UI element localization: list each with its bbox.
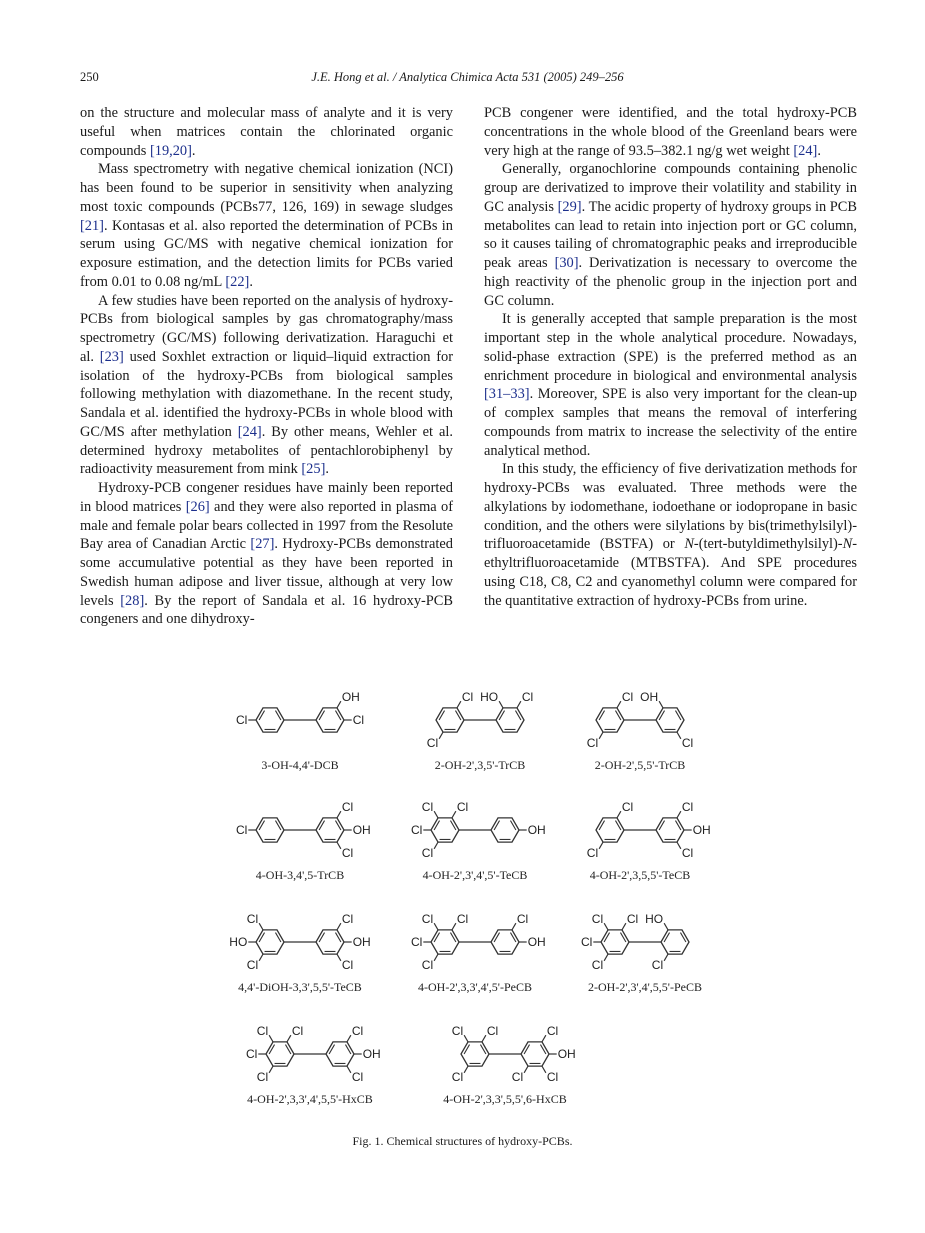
paragraph xyxy=(80,479,453,629)
text-run: . xyxy=(191,142,196,159)
text-run: . xyxy=(249,273,253,290)
paragraph xyxy=(80,292,453,480)
structure-label: 4-OH-2',3',4',5'-TeCB xyxy=(422,868,528,882)
text-run: It is generally accepted that sample preparation is the most important step in the whole analytical procedure. Nowadays, solid-phase extraction (SPE) is the preferred method as an enrichment procedure in biological and environmental analysis xyxy=(484,311,857,384)
svg-text:Cl: Cl xyxy=(256,1070,269,1085)
structure-label: 4,4'-DiOH-3,3',5,5'-TeCB xyxy=(238,980,362,994)
chemical-structure xyxy=(390,790,560,882)
svg-text:Cl: Cl xyxy=(341,799,354,814)
svg-text:Cl: Cl xyxy=(451,1023,464,1038)
text-run: . xyxy=(325,461,329,478)
svg-text:OH: OH xyxy=(557,1047,576,1061)
svg-text:Cl: Cl xyxy=(256,1023,269,1038)
svg-text:Cl: Cl xyxy=(341,958,354,973)
paragraph xyxy=(80,104,453,160)
paragraph xyxy=(484,160,857,310)
page-number: 250 xyxy=(80,70,99,84)
text-run: . The acidic property of hydroxy groups in PCB metabolites can lead to retain into injection port or GC column, so it causes tailing of chromatographic peaks and irreproducible peak areas xyxy=(484,198,857,271)
text-run: on the structure and molecular mass of analyte and it is very useful when matrices contain the chlorinated organic compounds xyxy=(80,105,453,159)
text-run: . Moreover, SPE is also very important for the clean-up of complex samples that means the removal of interfering compounds from matrix to increase the selectivity of the entire analytical method. xyxy=(484,386,857,459)
chemical-structure xyxy=(565,680,715,772)
figure-1-chemical-structures xyxy=(215,672,725,1122)
svg-text:Cl: Cl xyxy=(626,911,639,926)
svg-text:Cl: Cl xyxy=(421,911,434,926)
svg-text:OH: OH xyxy=(362,1047,381,1061)
text-run: In this study, the efficiency of five derivatization methods for hydroxy-PCBs was evaluated. Three methods were the alkylations by iodomethane, iodoethane or iodopropane in basic condition, and the others were silylations by bis(trimethylsilyl)-trifluoroacetamide (BSTFA) or xyxy=(484,461,857,553)
structure-label: 4-OH-2',3,5,5'-TeCB xyxy=(589,868,691,882)
text-run: N xyxy=(684,536,694,553)
text-run: and they were also reported in plasma of male and female polar bears collected in 1997 from the Resolute Bay area of Canadian Arctic xyxy=(80,498,453,553)
structure-label: 2-OH-2',3,5'-TrCB xyxy=(434,758,526,772)
left-column xyxy=(80,104,453,629)
svg-text:Cl: Cl xyxy=(681,799,694,814)
svg-text:Cl: Cl xyxy=(410,823,423,837)
svg-text:OH: OH xyxy=(640,689,659,704)
text-run: PCB congener were identified, and the total hydroxy-PCB concentrations in the whole blood of the Greenland bears were very high at the range of 93.5–382.1 ng/g wet weight xyxy=(484,105,857,159)
svg-text:Cl: Cl xyxy=(410,935,423,949)
svg-text:Cl: Cl xyxy=(421,799,434,814)
svg-text:Cl: Cl xyxy=(586,846,599,861)
svg-text:Cl: Cl xyxy=(521,689,534,704)
structure-label: 2-OH-2',3',4',5,5'-PeCB xyxy=(588,980,702,994)
paragraph xyxy=(484,104,857,160)
citation-link[interactable]: [19,20] xyxy=(149,142,192,159)
svg-text:Cl: Cl xyxy=(341,846,354,861)
svg-text:Cl: Cl xyxy=(591,958,604,973)
svg-text:Cl: Cl xyxy=(456,911,469,926)
text-run: N xyxy=(842,536,853,553)
structure-label: 4-OH-2',3,3',4',5,5'-HxCB xyxy=(247,1092,373,1106)
svg-text:Cl: Cl xyxy=(586,736,599,751)
svg-text:Cl: Cl xyxy=(421,958,434,973)
text-run: Hydroxy-PCB congener residues have mainly been reported in blood matrices xyxy=(80,480,453,515)
text-run: . By other means, Wehler et al. determined hydroxy metabolites of pentachlorobiphenyl by radioactivity measurement from mink xyxy=(80,423,453,478)
svg-text:HO: HO xyxy=(645,911,664,926)
citation-link[interactable]: [30] xyxy=(554,255,579,271)
text-run: . Hydroxy-PCBs demonstrated some accumulative potential as they have been reported in Swedish human adipose and liver tissue, although at very low levels xyxy=(80,536,453,609)
figure-caption: Fig. 1. Chemical structures of hydroxy-PCBs. xyxy=(352,1134,573,1148)
structure-label: 2-OH-2',5,5'-TrCB xyxy=(594,758,686,772)
citation-link[interactable]: [25] xyxy=(301,461,326,478)
text-run: -(tert-butyldimethylsilyl)- xyxy=(693,536,843,553)
svg-text:Cl: Cl xyxy=(235,713,248,727)
svg-text:Cl: Cl xyxy=(681,736,694,751)
svg-text:Cl: Cl xyxy=(235,823,248,837)
svg-text:Cl: Cl xyxy=(426,736,439,751)
text-run: . By the report of Sandala et al. 16 hydroxy-PCB congeners and one dihydroxy- xyxy=(80,592,454,628)
citation-link[interactable]: [28] xyxy=(120,592,145,609)
text-run: A few studies have been reported on the analysis of hydroxy-PCBs from biological samples by gas chromatography/mass spectrometry (GC/MS) following derivatization. Haraguchi et al. xyxy=(80,292,453,365)
svg-text:Cl: Cl xyxy=(511,1070,524,1085)
paragraph xyxy=(484,460,857,610)
text-run: . xyxy=(817,142,821,159)
svg-text:Cl: Cl xyxy=(486,1023,499,1038)
structure-label: 4-OH-3,4',5-TrCB xyxy=(255,868,345,882)
chemical-structure xyxy=(420,1014,590,1106)
chemical-structure xyxy=(215,1014,405,1106)
text-run: Mass spectrometry with negative chemical ionization (NCI) has been found to be superior in sensitivity when analyzing most toxic compounds (PCBs77, 126, 169) in sewage sludges xyxy=(80,161,453,215)
svg-text:OH: OH xyxy=(527,823,546,837)
citation-link[interactable]: [24] xyxy=(237,423,262,440)
text-run: . Derivatization is necessary to overcome the high reactivity of the phenolic group in the injection port and GC column. xyxy=(484,255,857,309)
svg-text:Cl: Cl xyxy=(245,1047,258,1061)
chemical-structure xyxy=(215,790,385,882)
svg-text:Cl: Cl xyxy=(546,1070,559,1085)
svg-text:OH: OH xyxy=(341,689,360,704)
svg-text:OH: OH xyxy=(692,823,711,837)
chemical-structure xyxy=(565,902,725,994)
structure-label: 4-OH-2',3,3',5,5',6-HxCB xyxy=(443,1092,567,1106)
svg-text:Cl: Cl xyxy=(351,1023,364,1038)
journal-reference: J.E. Hong et al. / Analytica Chimica Acta 531 (2005) 249–256 xyxy=(311,70,624,84)
structure-label: 3-OH-4,4'-DCB xyxy=(261,758,339,772)
svg-text:OH: OH xyxy=(527,935,546,949)
svg-text:Cl: Cl xyxy=(546,1023,559,1038)
svg-text:Cl: Cl xyxy=(351,1070,364,1085)
chemical-structure xyxy=(565,790,715,882)
text-run: used Soxhlet extraction or liquid–liquid extraction for isolation of the hydroxy-PCBs from biological samples following methylation with diazomethane. In the recent study, Sandala et al. identified the hydroxy-PCBs in whole blood with GC/MS after methylation xyxy=(80,348,453,440)
svg-text:Cl: Cl xyxy=(621,689,634,704)
text-run: -ethyltrifluoroacetamide (MTBSTFA). And SPE procedures using C18, C8, C2 and cyanomethyl column were compared for the quantitative extraction of hydroxy-PCBs from urine. xyxy=(484,536,857,609)
chemical-structure xyxy=(215,680,385,772)
svg-text:Cl: Cl xyxy=(516,911,529,926)
svg-text:Cl: Cl xyxy=(591,911,604,926)
svg-text:HO: HO xyxy=(480,689,499,704)
right-column xyxy=(484,104,857,610)
svg-text:Cl: Cl xyxy=(580,935,593,949)
citation-link[interactable]: [24] xyxy=(793,142,818,159)
paragraph xyxy=(484,310,857,460)
svg-text:Cl: Cl xyxy=(681,846,694,861)
svg-text:Cl: Cl xyxy=(651,958,664,973)
citation-link[interactable]: [26] xyxy=(185,498,210,515)
svg-text:Cl: Cl xyxy=(352,713,365,727)
citation-link[interactable]: [31–33] xyxy=(484,386,530,403)
svg-text:Cl: Cl xyxy=(291,1023,304,1038)
svg-text:Cl: Cl xyxy=(421,846,434,861)
text-run: Generally, organochlorine compounds containing phenolic group are derivatized to improve their volatility and stability in GC analysis xyxy=(484,161,857,215)
running-header xyxy=(80,70,855,90)
svg-text:Cl: Cl xyxy=(621,799,634,814)
svg-text:HO: HO xyxy=(229,935,248,949)
svg-text:OH: OH xyxy=(352,935,371,949)
text-run: . Kontasas et al. also reported the determination of PCBs in serum using GC/MS with negative chemical ionization for exposure estimation, and the detection limits for PCBs varied from 0.01 to 0.08 ng/mL xyxy=(80,217,453,290)
chemical-structure xyxy=(390,902,560,994)
svg-text:Cl: Cl xyxy=(461,689,474,704)
svg-text:Cl: Cl xyxy=(246,958,259,973)
structure-label: 4-OH-2',3,3',4',5'-PeCB xyxy=(418,980,532,994)
svg-text:Cl: Cl xyxy=(456,799,469,814)
chemical-structure xyxy=(395,680,565,772)
citation-link[interactable]: [27] xyxy=(250,536,275,553)
citation-link[interactable]: [22] xyxy=(225,273,250,290)
citation-link[interactable]: [29] xyxy=(557,198,582,215)
chemical-structure xyxy=(215,902,385,994)
svg-text:Cl: Cl xyxy=(451,1070,464,1085)
citation-link[interactable]: [21] xyxy=(80,217,104,234)
citation-link[interactable]: [23] xyxy=(99,348,124,365)
svg-text:Cl: Cl xyxy=(246,911,259,926)
svg-text:OH: OH xyxy=(352,823,371,837)
svg-text:Cl: Cl xyxy=(341,911,354,926)
paragraph xyxy=(80,160,453,291)
